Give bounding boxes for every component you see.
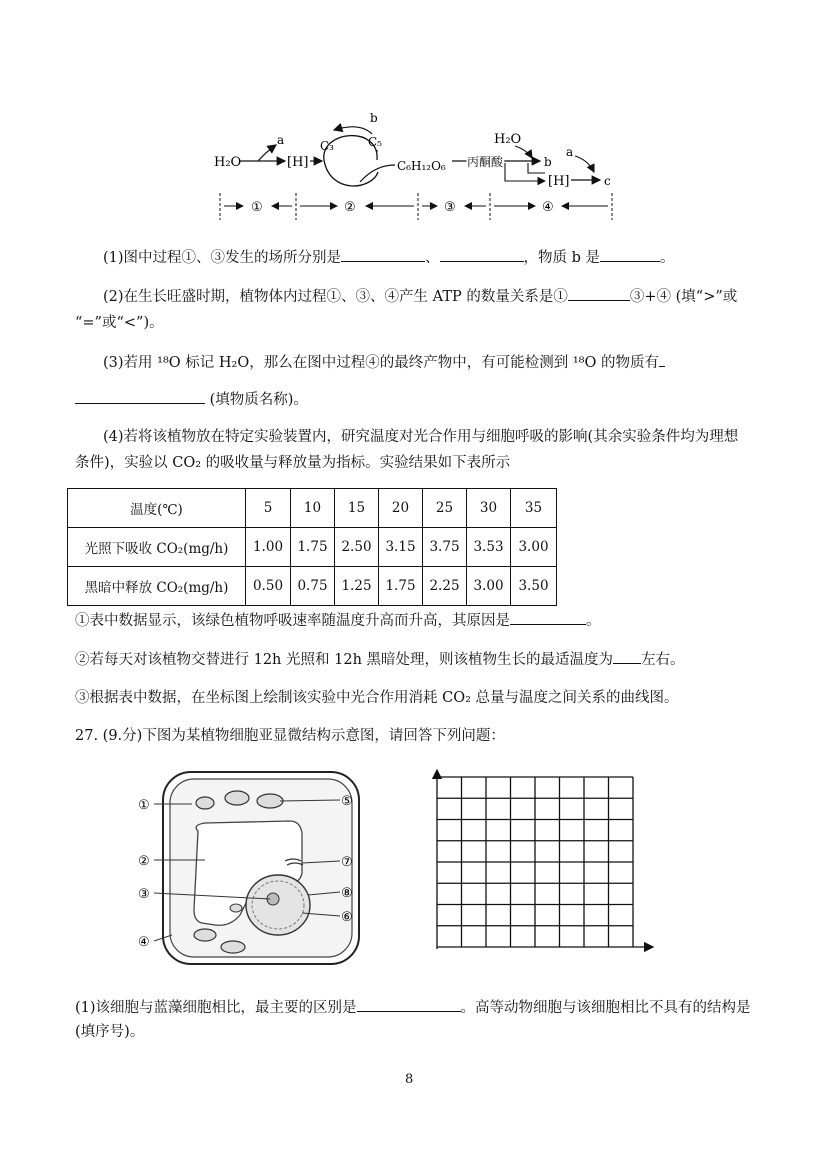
cell-label-6: ⑥	[341, 910, 353, 925]
plant-cell-diagram	[130, 765, 370, 970]
question-2-text-after: ③+④ (填“>”或	[629, 289, 738, 305]
table-cell: 3.15	[379, 528, 423, 567]
question-27-1-text-after: 。高等动物细胞与该细胞相比不具有的结构是	[460, 1000, 751, 1016]
table-cell: 0.75	[291, 567, 335, 606]
a-label-2: a	[566, 145, 574, 159]
cell-label-1: ①	[138, 798, 150, 813]
question-2-text: (2)在生长旺盛时期，植物体内过程①、③、④产生 ATP 的数量关系是①	[103, 289, 568, 305]
answer-blank-6[interactable]	[357, 997, 461, 1012]
table-row	[68, 567, 557, 606]
table-header-cell: 15	[335, 489, 379, 528]
data-table	[67, 488, 557, 606]
table-header-cell: 35	[511, 489, 557, 528]
cell-label-8: ⑧	[341, 886, 353, 901]
question-27-1-line-2: (填序号)。	[75, 1024, 145, 1040]
table-row	[68, 528, 557, 567]
stage-2-label: ②	[344, 200, 356, 215]
answer-blank-1c[interactable]	[600, 247, 660, 262]
table-cell: 1.25	[335, 567, 379, 606]
table-header-cell: 5	[246, 489, 291, 528]
question-27-1-text: (1)该细胞与蓝藻细胞相比，最主要的区别是	[75, 1000, 357, 1016]
question-1-text: (1)图中过程①、③发生的场所分别是	[103, 250, 342, 266]
question-3-text-2: (填物质名称)。	[209, 392, 308, 408]
question-3-text: (3)若用 ¹⁸O 标记 H₂O，那么在图中过程④的最终产物中，有可能检测到 ¹⁸O 的物质有	[103, 355, 659, 371]
coordinate-grid[interactable]	[425, 765, 660, 957]
table-cell: 3.00	[511, 528, 557, 567]
table-row-label: 黑暗中释放 CO₂(mg/h)	[68, 567, 246, 606]
question-1-mid: ，物质 b 是	[523, 250, 601, 266]
table-header-cell: 20	[379, 489, 423, 528]
sub-question-1	[75, 610, 601, 631]
question-4-line-1: (4)若将该植物放在特定实验装置内，研究温度对光合作用与细胞呼吸的影响(其余实验条件均为理想	[103, 429, 739, 445]
h-label-1: [H]	[287, 155, 309, 170]
c3-label: C₃	[320, 139, 334, 153]
question-1-sep: 、	[425, 250, 440, 266]
cell-label-3: ③	[138, 887, 150, 902]
question-3-line-2	[75, 389, 308, 410]
table-row-label: 光照下吸收 CO₂(mg/h)	[68, 528, 246, 567]
table-cell: 2.50	[335, 528, 379, 567]
stage-1-label: ①	[251, 200, 263, 215]
answer-blank-2[interactable]	[568, 286, 630, 301]
sub-question-2-text: ②若每天对该植物交替进行 12h 光照和 12h 黑暗处理，则该植物生长的最适温度为	[75, 652, 614, 668]
cell-label-5: ⑤	[341, 794, 353, 809]
answer-blank-3b[interactable]	[75, 389, 205, 404]
table-header-cell: 30	[467, 489, 511, 528]
h-label-2: [H]	[548, 174, 570, 189]
cell-label-4: ④	[138, 935, 150, 950]
table-cell: 3.75	[423, 528, 467, 567]
table-row	[68, 489, 557, 528]
h2o-label: H₂O	[214, 155, 242, 170]
sub-question-1-end: 。	[586, 613, 601, 629]
table-cell: 3.50	[511, 567, 557, 606]
c5-label: C₅	[368, 135, 382, 149]
sub-question-2	[75, 649, 685, 670]
table-header-label: 温度(℃)	[68, 489, 246, 528]
question-4-line-2: 条件)，实验以 CO₂ 的吸收量与释放量为指标。实验结果如下表所示	[75, 455, 511, 471]
table-cell: 3.53	[467, 528, 511, 567]
table-cell: 3.00	[467, 567, 511, 606]
cell-label-7: ⑦	[341, 855, 353, 870]
answer-blank-1b[interactable]	[440, 247, 524, 262]
answer-blank-4[interactable]	[510, 610, 586, 625]
sub-question-1-text: ①表中数据显示，该绿色植物呼吸速率随温度升高而升高，其原因是	[75, 613, 510, 629]
question-2-line-2: “=”或“<”)。	[75, 315, 164, 331]
glucose-label: C₆H₁₂O₆	[397, 159, 446, 173]
a-label-1: a	[277, 133, 285, 147]
question-2-line-1	[103, 286, 737, 307]
question-27-1-line-1	[75, 997, 751, 1018]
b-label-1: b	[370, 111, 378, 125]
question-1	[103, 247, 675, 268]
cell-label-2: ②	[138, 854, 150, 869]
pyruvate-label: 丙酮酸	[467, 155, 504, 169]
sub-question-3: ③根据表中数据，在坐标图上绘制该实验中光合作用消耗 CO₂ 总量与温度之间关系的曲线图。	[75, 690, 679, 706]
table-header-cell: 10	[291, 489, 335, 528]
question-3-line-1	[103, 352, 665, 373]
table-cell: 1.00	[246, 528, 291, 567]
table-cell: 0.50	[246, 567, 291, 606]
table-cell: 2.25	[423, 567, 467, 606]
page-number: 8	[405, 1072, 414, 1087]
h2o-label-2: H₂O	[494, 132, 522, 147]
table-header-cell: 25	[423, 489, 467, 528]
answer-blank-5[interactable]	[613, 649, 641, 664]
table-cell: 1.75	[379, 567, 423, 606]
metabolism-diagram	[0, 0, 827, 230]
answer-blank-3a[interactable]	[659, 352, 665, 367]
question-27: 27. (9.分)下图为某植物细胞亚显微结构示意图，请回答下列问题：	[75, 728, 505, 744]
c-label: c	[604, 174, 611, 188]
answer-blank-1a[interactable]	[341, 247, 425, 262]
b-label-2: b	[544, 155, 552, 169]
stage-4-label: ④	[542, 200, 554, 215]
table-cell: 1.75	[291, 528, 335, 567]
question-1-end: 。	[660, 250, 675, 266]
sub-question-2-end: 左右。	[641, 652, 685, 668]
stage-3-label: ③	[444, 200, 456, 215]
